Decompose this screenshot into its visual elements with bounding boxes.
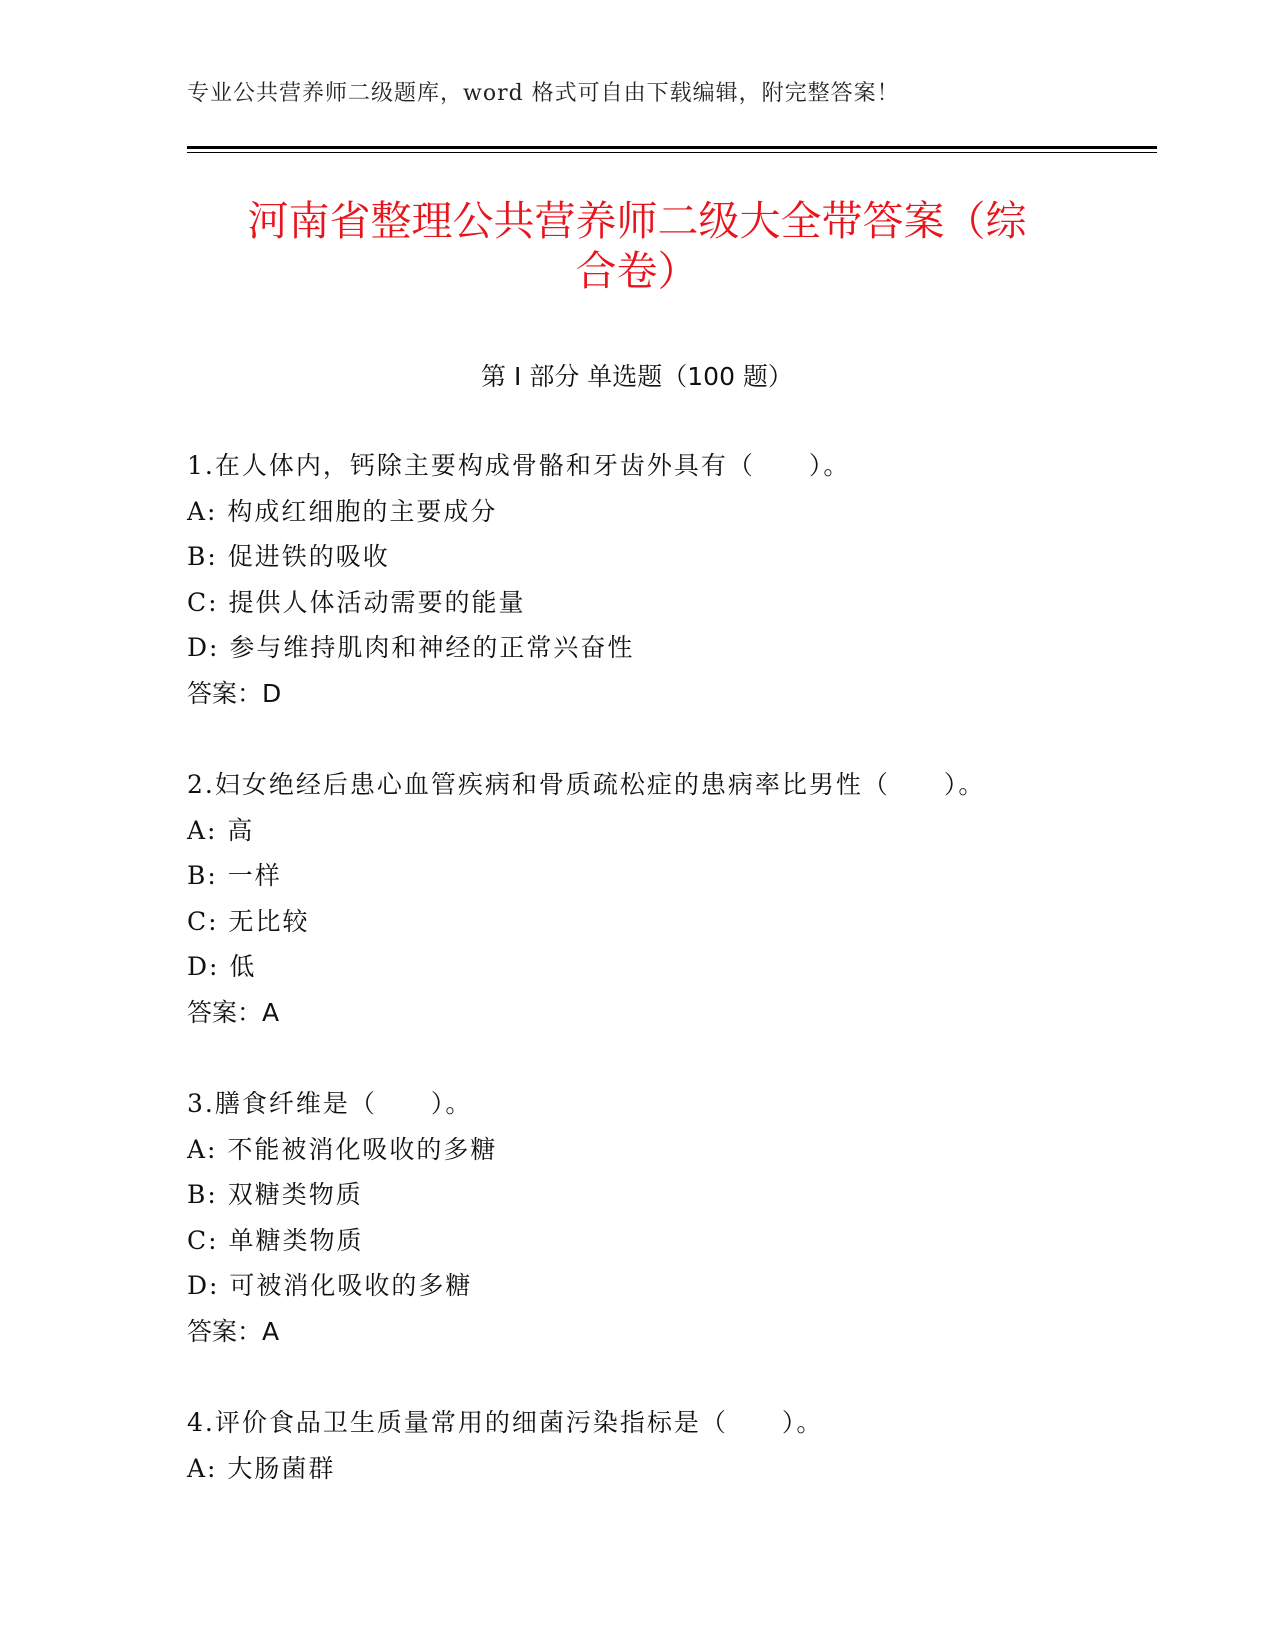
option-a: A: 不能被消化吸收的多糖 [187, 1134, 498, 1164]
option-b: B: 双糖类物质 [187, 1180, 363, 1209]
option-d: D: 可被消化吸收的多糖 [187, 1271, 473, 1300]
option-c: C: 无比较 [187, 906, 310, 936]
option-b: B: 一样 [187, 861, 282, 890]
option-a: A: 高 [187, 815, 255, 845]
section-title: 第 I 部分 单选题（100 题） [481, 362, 793, 391]
header-rule-thin [187, 152, 1157, 153]
question-answer: 答案：A [187, 997, 280, 1027]
document-title-line-1: 河南省整理公共营养师二级大全带答案（综 [247, 197, 1027, 245]
option-d: D: 低 [187, 952, 257, 981]
option-d: D: 参与维持肌肉和神经的正常兴奋性 [187, 633, 635, 662]
question-stem: 1.在人体内，钙除主要构成骨骼和牙齿外具有（ ）。 [187, 451, 851, 480]
question-2 [187, 762, 1147, 1035]
question-1 [187, 443, 1147, 716]
question-stem: 3.膳食纤维是（ ）。 [187, 1089, 473, 1118]
option-a: A: 构成红细胞的主要成分 [187, 496, 498, 526]
option-a: A: 大肠菌群 [187, 1453, 336, 1483]
document-title-line-2: 合卷） [575, 247, 699, 295]
question-list [187, 443, 1147, 1537]
header-rule-thick [187, 146, 1157, 149]
question-stem: 2.妇女绝经后患心血管疾病和骨质疏松症的患病率比男性（ ）。 [187, 770, 986, 799]
header-note: 专业公共营养师二级题库，word 格式可自由下载编辑，附完整答案！ [187, 81, 900, 106]
question-4 [187, 1400, 1147, 1491]
option-c: C: 提供人体活动需要的能量 [187, 587, 526, 617]
question-answer: 答案：A [187, 1316, 280, 1346]
option-b: B: 促进铁的吸收 [187, 542, 390, 571]
document-title [187, 196, 1087, 296]
question-stem: 4.评价食品卫生质量常用的细菌污染指标是（ ）。 [187, 1408, 824, 1437]
question-answer: 答案：D [187, 678, 282, 708]
option-c: C: 单糖类物质 [187, 1225, 364, 1255]
question-3 [187, 1081, 1147, 1354]
